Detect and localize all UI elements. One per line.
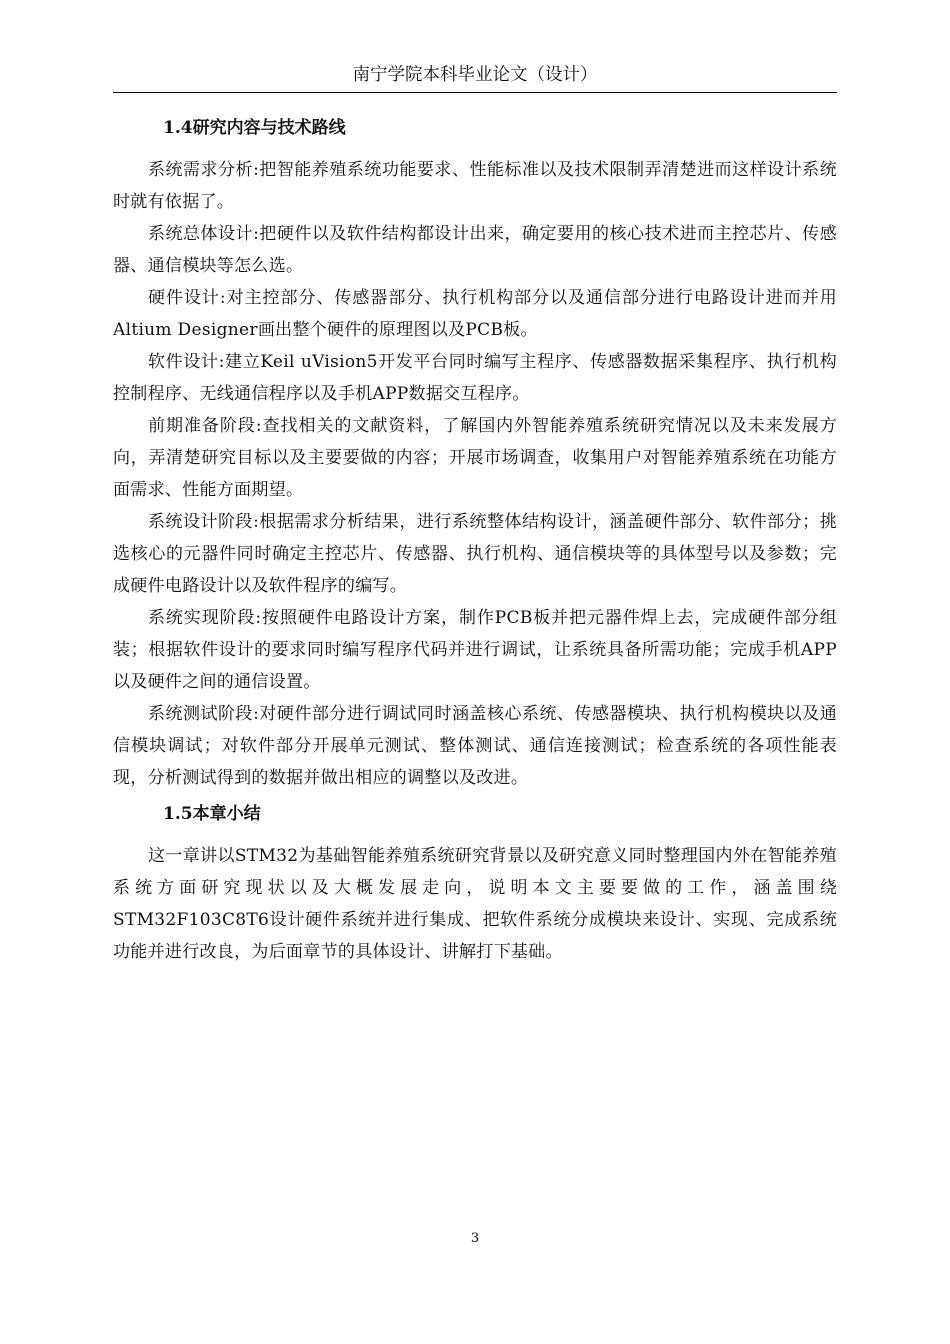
- section-heading: 1.4研究内容与技术路线: [163, 118, 346, 138]
- section-chapter-summary: [113, 798, 837, 968]
- paragraph: 系统需求分析:把智能养殖系统功能要求、性能标准以及技术限制弄清楚进而这样设计系统时就有依据了。: [113, 160, 837, 212]
- page-header: 南宁学院本科毕业论文（设计）: [113, 60, 837, 93]
- section-heading: 1.5本章小结: [163, 804, 261, 824]
- paragraph: 这一章讲以STM32为基础智能养殖系统研究背景以及研究意义同时整理国内外在智能养殖系统方面研究现状以及大概发展走向，说明本文主要要做的工作，涵盖围绕STM32F103C8T6设计硬件系统并进行集成、把软件系统分成模块来设计、实现、完成系统功能并进行改良，为后面章节的具体设计、讲解打下基础。: [113, 846, 837, 962]
- section-research-content: [113, 112, 837, 794]
- paragraph: 软件设计:建立Keil uVision5开发平台同时编写主程序、传感器数据采集程序、执行机构控制程序、无线通信程序以及手机APP数据交互程序。: [113, 352, 837, 404]
- paragraph: 系统设计阶段:根据需求分析结果，进行系统整体结构设计，涵盖硬件部分、软件部分；挑选核心的元器件同时确定主控芯片、传感器、执行机构、通信模块等的具体型号以及参数；完成硬件电路设计以及软件程序的编写。: [113, 512, 837, 596]
- paragraph: 系统总体设计:把硬件以及软件结构都设计出来，确定要用的核心技术进而主控芯片、传感器、通信模块等怎么选。: [113, 224, 837, 276]
- paragraph: 前期准备阶段:查找相关的文献资料，了解国内外智能养殖系统研究情况以及未来发展方向，弄清楚研究目标以及主要要做的内容；开展市场调查，收集用户对智能养殖系统在功能方面需求、性能方面期望。: [113, 416, 837, 500]
- page-number: 3: [470, 1231, 480, 1246]
- document-body: [113, 112, 837, 968]
- paragraph: 系统实现阶段:按照硬件电路设计方案，制作PCB板并把元器件焊上去，完成硬件部分组装；根据软件设计的要求同时编写程序代码并进行调试，让系统具备所需功能；完成手机APP以及硬件之间的通信设置。: [113, 608, 837, 692]
- paragraph: 硬件设计:对主控部分、传感器部分、执行机构部分以及通信部分进行电路设计进而并用Altium Designer画出整个硬件的原理图以及PCB板。: [113, 288, 837, 340]
- paragraph: 系统测试阶段:对硬件部分进行调试同时涵盖核心系统、传感器模块、执行机构模块以及通信模块调试；对软件部分开展单元测试、整体测试、通信连接测试；检查系统的各项性能表现，分析测试得到的数据并做出相应的调整以及改进。: [113, 704, 837, 788]
